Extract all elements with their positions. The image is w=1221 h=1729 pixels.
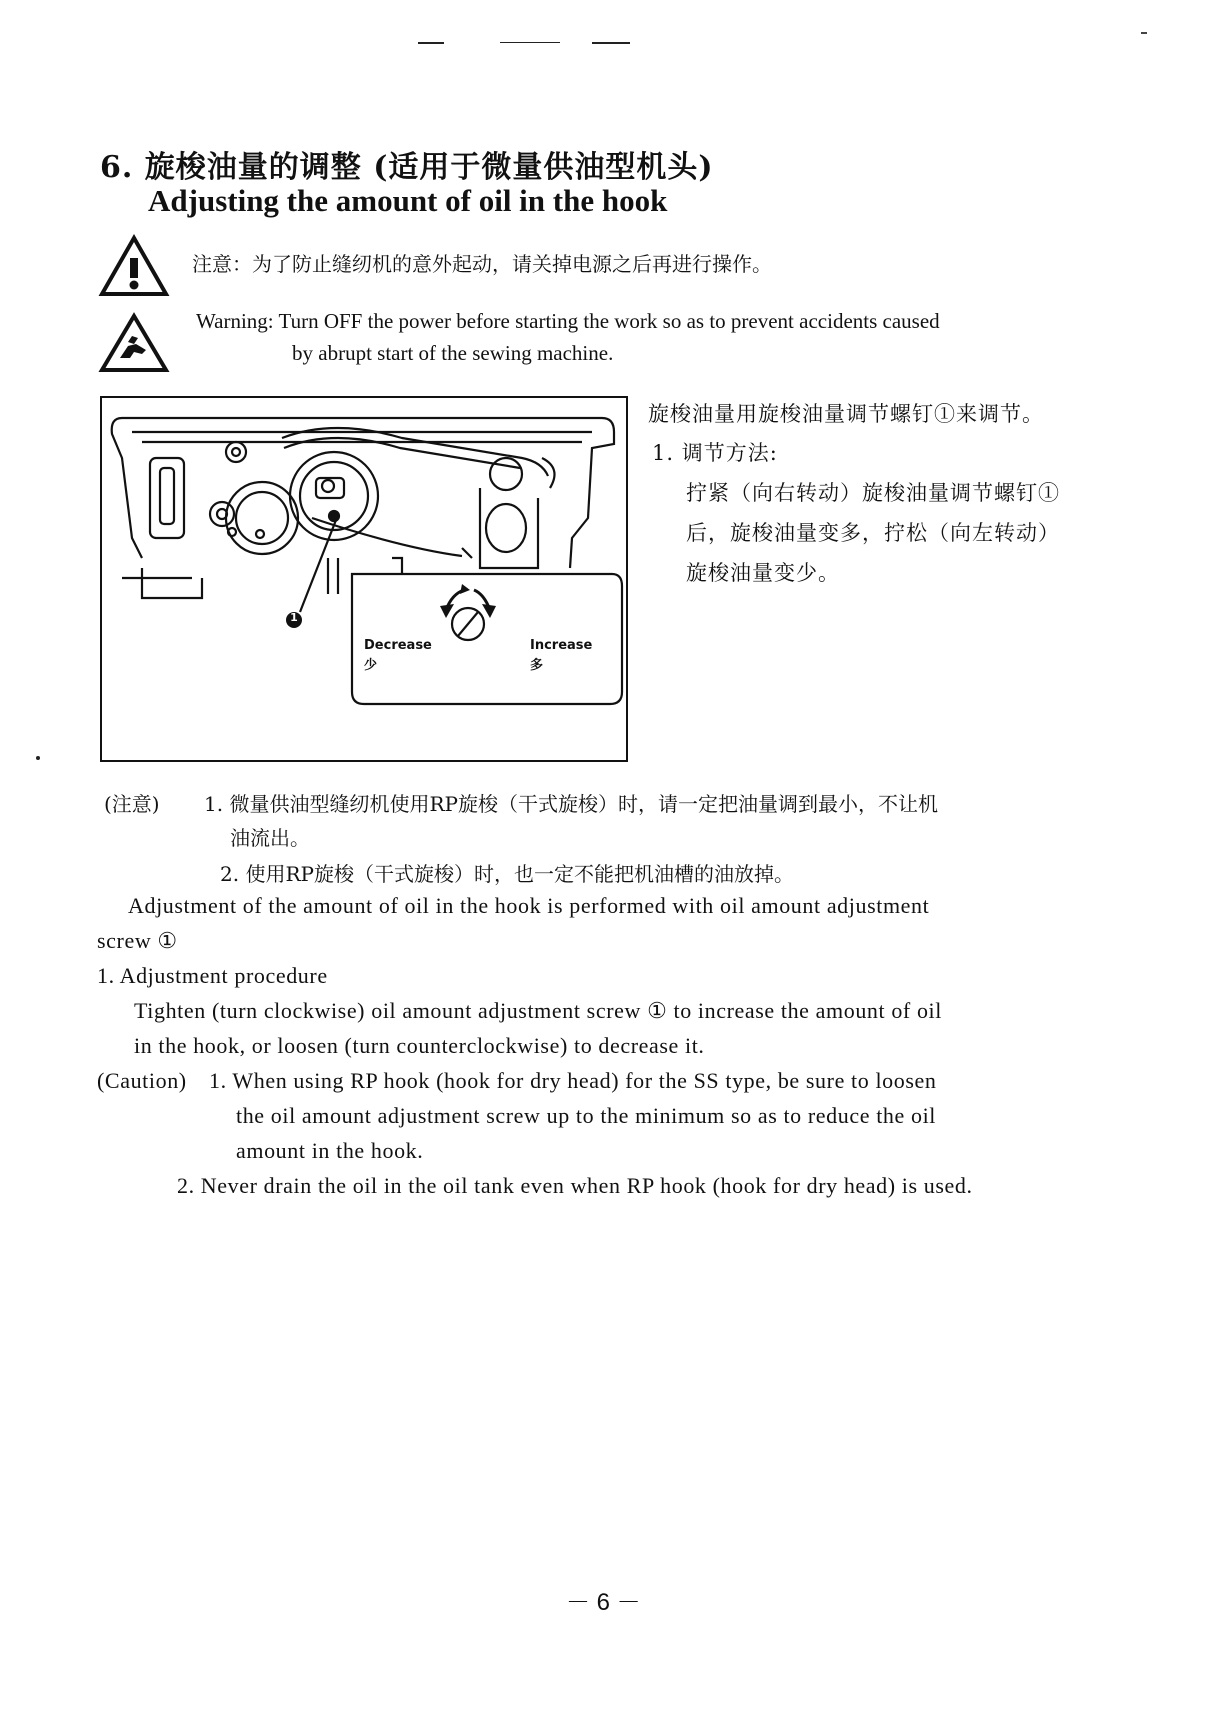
- increase-cn: 多: [530, 658, 544, 673]
- decrease-label: [364, 636, 432, 676]
- page-number: － 6 －: [566, 1589, 641, 1616]
- side-line4: 旋梭油量变少。: [686, 561, 840, 585]
- callout-number: 1: [290, 611, 298, 624]
- decrease-cn: 少: [364, 658, 378, 673]
- para1-line1: Adjustment of the amount of oil in the hook is performed with oil amount adjustment: [128, 893, 930, 918]
- warning-en-line2: by abrupt start of the sewing machine.: [292, 341, 614, 365]
- warning-en-line1: [196, 309, 940, 334]
- warning-cn: 注意：为了防止缝纫机的意外起动，请关掉电源之后再进行操作。: [192, 252, 772, 276]
- side-line1: 旋梭油量用旋梭油量调节螺钉①来调节。: [648, 402, 1044, 426]
- procedure-line2: in the hook, or loosen (turn counterclockwise) to decrease it.: [134, 1033, 705, 1058]
- side-item: [652, 437, 778, 467]
- procedure-heading: 1. Adjustment procedure: [97, 963, 328, 988]
- decrease-en: Decrease: [364, 638, 432, 653]
- increase-en: Increase: [530, 638, 593, 653]
- caution-en-item2: 2. Never drain the oil in the oil tank even when RP hook (hook for dry head) is used.: [177, 1173, 973, 1198]
- header-rule-left: [418, 42, 444, 44]
- caution-cn-item1-line1: 1. 微量供油型缝纫机使用RP旋梭（干式旋梭）时，请一定把油量调到最小，不让机: [204, 792, 938, 816]
- caution-cn-item1-line2: 油流出。: [230, 826, 310, 850]
- header-rule-middle: [500, 42, 560, 43]
- warning-label: Warning:: [196, 309, 274, 333]
- caution-en-item1-line3: amount in the hook.: [236, 1138, 424, 1163]
- side-item-label: 调节方法:: [681, 441, 778, 465]
- increase-label: [530, 636, 592, 676]
- section-title-en: Adjusting the amount of oil in the hook: [148, 183, 668, 218]
- procedure-line1: Tighten (turn clockwise) oil amount adjustment screw ① to increase the amount of oil: [134, 998, 942, 1023]
- warning-exclamation-icon: [98, 234, 170, 298]
- caution-cn-label: (注意): [104, 792, 160, 816]
- side-line2: 拧紧（向右转动）旋梭油量调节螺钉①: [686, 481, 1060, 505]
- hook-figure: [100, 396, 628, 762]
- para1-line2: screw ①: [97, 928, 178, 953]
- caution-cn-item2: 2. 使用RP旋梭（干式旋梭）时，也一定不能把机油槽的油放掉。: [220, 862, 794, 886]
- scan-speck: [36, 756, 40, 760]
- caution-en-item1-line2: the oil amount adjustment screw up to the minimum so as to reduce the oil: [236, 1103, 937, 1128]
- scan-speck: [1141, 32, 1147, 34]
- side-item-num: 1.: [652, 441, 675, 465]
- section-title-cn: [100, 142, 714, 186]
- warning-en-text: Turn OFF the power before starting the work so as to prevent accidents caused: [278, 309, 940, 333]
- caution-en-item1-line1: 1. When using RP hook (hook for dry head) for the SS type, be sure to loosen: [209, 1068, 937, 1093]
- side-line3: 后，旋梭油量变多，拧松（向左转动）: [686, 521, 1060, 545]
- section-title-cn-text: 旋梭油量的调整 (适用于微量供油型机头): [144, 150, 714, 185]
- hand-caution-icon: [98, 312, 170, 374]
- caution-en-label: (Caution): [97, 1068, 187, 1093]
- header-rule-right: [592, 42, 630, 44]
- section-number: 6.: [100, 150, 134, 185]
- hook-illustration: [102, 398, 626, 760]
